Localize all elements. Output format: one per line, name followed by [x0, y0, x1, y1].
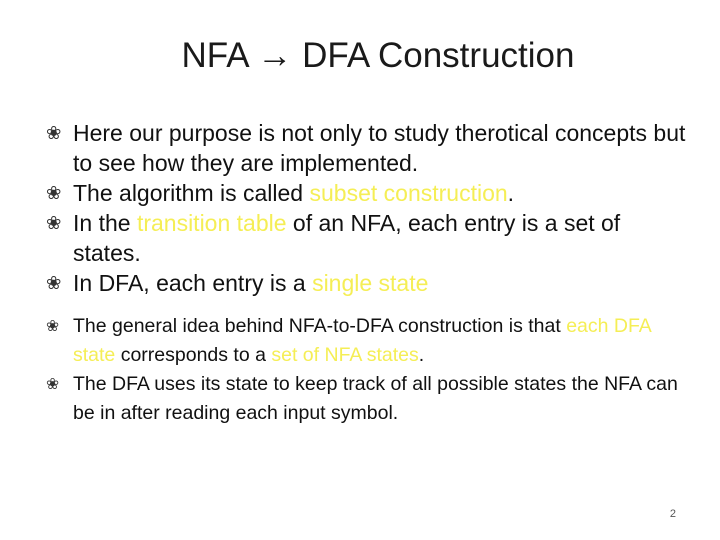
bullet-text: .	[507, 180, 515, 206]
highlighted-term: transition table	[136, 210, 287, 236]
flower-bullet-icon: ❀	[46, 376, 60, 393]
bullet-text: .	[418, 344, 425, 366]
flower-bullet-icon: ❀	[46, 272, 62, 293]
bullet-text: Here our purpose is not only to study therotical concepts but to see how they are implemented.	[73, 120, 686, 176]
bullet-item	[46, 312, 686, 370]
highlighted-term: each DFA state	[73, 315, 651, 366]
slide-title: NFA → DFA Construction	[181, 36, 575, 75]
bullet-text: The general idea behind NFA-to-DFA construction is that	[73, 315, 567, 337]
bullet-item	[46, 178, 686, 208]
flower-bullet-icon: ❀	[46, 318, 60, 335]
bullet-item	[46, 268, 686, 298]
bullet-item	[46, 118, 686, 178]
flower-bullet-icon: ❀	[46, 212, 62, 233]
bullet-text: The algorithm is called	[73, 180, 310, 206]
highlighted-term: single state	[312, 270, 429, 296]
bullet-text: corresponds to a	[115, 344, 272, 366]
bullet-text: The DFA uses its state to keep track of all possible states the NFA can be in after reading each input symbol.	[73, 373, 678, 424]
bullet-text: In the	[73, 210, 137, 236]
page-number: 2	[669, 508, 676, 520]
flower-bullet-icon: ❀	[46, 182, 62, 203]
bullet-text: In DFA, each entry is a	[73, 270, 313, 296]
flower-bullet-icon: ❀	[46, 122, 62, 143]
bullet-item	[46, 208, 686, 268]
highlighted-term: set of NFA states	[271, 344, 419, 366]
highlighted-term: subset construction	[309, 180, 508, 206]
bullet-item	[46, 370, 686, 428]
bullet-text: of an NFA, each entry is a set of states.	[73, 210, 621, 266]
bullet-list	[46, 118, 686, 428]
